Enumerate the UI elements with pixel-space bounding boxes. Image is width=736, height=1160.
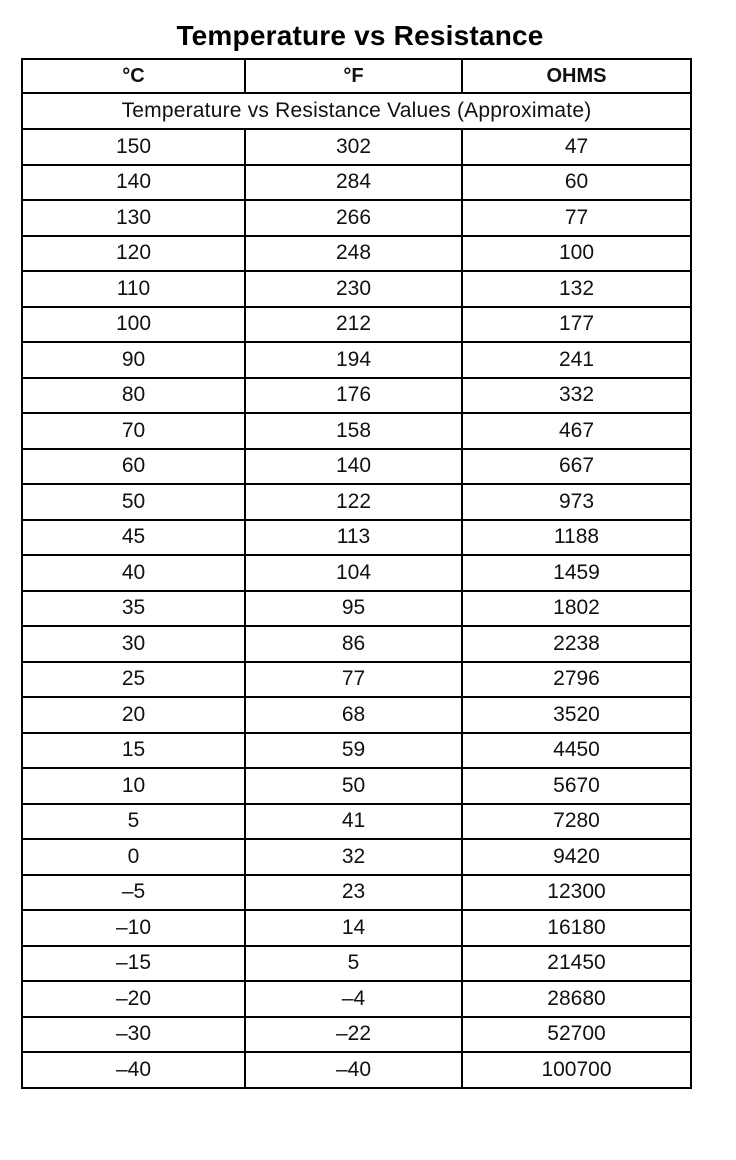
table-row	[22, 946, 691, 982]
table-row	[22, 875, 691, 911]
cell-fahrenheit: 176	[245, 378, 462, 414]
cell-fahrenheit: 95	[245, 591, 462, 627]
cell-ohms: 1459	[462, 555, 691, 591]
cell-celsius: 60	[22, 449, 245, 485]
cell-fahrenheit: 248	[245, 236, 462, 272]
cell-ohms: 16180	[462, 910, 691, 946]
cell-fahrenheit: 104	[245, 555, 462, 591]
cell-fahrenheit: 194	[245, 342, 462, 378]
cell-celsius: 140	[22, 165, 245, 201]
cell-fahrenheit: 14	[245, 910, 462, 946]
page-title: Temperature vs Resistance	[176, 20, 544, 51]
cell-fahrenheit: 212	[245, 307, 462, 343]
cell-ohms: 100	[462, 236, 691, 272]
table-row	[22, 165, 691, 201]
cell-ohms: 12300	[462, 875, 691, 911]
cell-fahrenheit: 68	[245, 697, 462, 733]
cell-fahrenheit: –22	[245, 1017, 462, 1053]
table-row	[22, 697, 691, 733]
table-row	[22, 1052, 691, 1088]
cell-fahrenheit: 59	[245, 733, 462, 769]
cell-ohms: 177	[462, 307, 691, 343]
cell-celsius: 45	[22, 520, 245, 556]
cell-ohms: 47	[462, 129, 691, 165]
table-body	[22, 129, 691, 1088]
cell-celsius: 10	[22, 768, 245, 804]
cell-ohms: 2796	[462, 662, 691, 698]
table-row	[22, 200, 691, 236]
cell-ohms: 467	[462, 413, 691, 449]
cell-ohms: 973	[462, 484, 691, 520]
cell-ohms: 332	[462, 378, 691, 414]
cell-fahrenheit: 50	[245, 768, 462, 804]
cell-ohms: 1802	[462, 591, 691, 627]
cell-fahrenheit: –40	[245, 1052, 462, 1088]
cell-fahrenheit: 302	[245, 129, 462, 165]
column-header-ohms: OHMS	[462, 59, 691, 93]
cell-fahrenheit: 113	[245, 520, 462, 556]
cell-celsius: –10	[22, 910, 245, 946]
cell-ohms: 77	[462, 200, 691, 236]
temperature-resistance-table	[21, 58, 692, 1089]
table-row	[22, 484, 691, 520]
table-row	[22, 271, 691, 307]
cell-ohms: 52700	[462, 1017, 691, 1053]
table-row	[22, 768, 691, 804]
table-row	[22, 1017, 691, 1053]
table-row	[22, 910, 691, 946]
cell-celsius: 100	[22, 307, 245, 343]
cell-fahrenheit: 86	[245, 626, 462, 662]
cell-fahrenheit: 23	[245, 875, 462, 911]
cell-ohms: 4450	[462, 733, 691, 769]
cell-celsius: 40	[22, 555, 245, 591]
header-row	[22, 59, 691, 93]
cell-celsius: 35	[22, 591, 245, 627]
cell-fahrenheit: 266	[245, 200, 462, 236]
table-row	[22, 413, 691, 449]
table-row	[22, 129, 691, 165]
table-subtitle: Temperature vs Resistance Values (Approximate)	[22, 93, 691, 129]
cell-celsius: 15	[22, 733, 245, 769]
table-row	[22, 342, 691, 378]
cell-celsius: 50	[22, 484, 245, 520]
cell-celsius: 80	[22, 378, 245, 414]
cell-fahrenheit: 32	[245, 839, 462, 875]
cell-ohms: 2238	[462, 626, 691, 662]
cell-celsius: 90	[22, 342, 245, 378]
table-row	[22, 981, 691, 1017]
cell-fahrenheit: 41	[245, 804, 462, 840]
cell-celsius: 70	[22, 413, 245, 449]
cell-celsius: –40	[22, 1052, 245, 1088]
table-row	[22, 378, 691, 414]
subtitle-row	[22, 93, 691, 129]
cell-ohms: 241	[462, 342, 691, 378]
cell-ohms: 9420	[462, 839, 691, 875]
table-row	[22, 733, 691, 769]
cell-ohms: 1188	[462, 520, 691, 556]
cell-fahrenheit: 230	[245, 271, 462, 307]
table-row	[22, 520, 691, 556]
table-container	[21, 58, 690, 1089]
cell-ohms: 60	[462, 165, 691, 201]
cell-celsius: –20	[22, 981, 245, 1017]
cell-celsius: 110	[22, 271, 245, 307]
cell-fahrenheit: 77	[245, 662, 462, 698]
cell-ohms: 21450	[462, 946, 691, 982]
table-row	[22, 591, 691, 627]
cell-celsius: 0	[22, 839, 245, 875]
cell-celsius: –15	[22, 946, 245, 982]
cell-ohms: 28680	[462, 981, 691, 1017]
cell-celsius: 30	[22, 626, 245, 662]
cell-celsius: 5	[22, 804, 245, 840]
cell-ohms: 5670	[462, 768, 691, 804]
cell-celsius: 150	[22, 129, 245, 165]
table-row	[22, 662, 691, 698]
cell-ohms: 3520	[462, 697, 691, 733]
cell-fahrenheit: 5	[245, 946, 462, 982]
cell-celsius: 130	[22, 200, 245, 236]
cell-ohms: 100700	[462, 1052, 691, 1088]
cell-celsius: 25	[22, 662, 245, 698]
table-row	[22, 236, 691, 272]
cell-ohms: 132	[462, 271, 691, 307]
cell-fahrenheit: 284	[245, 165, 462, 201]
table-row	[22, 449, 691, 485]
table-row	[22, 626, 691, 662]
table-row	[22, 804, 691, 840]
table-row	[22, 307, 691, 343]
cell-fahrenheit: –4	[245, 981, 462, 1017]
table-row	[22, 839, 691, 875]
column-header-celsius: °C	[22, 59, 245, 93]
cell-celsius: 120	[22, 236, 245, 272]
cell-fahrenheit: 122	[245, 484, 462, 520]
cell-ohms: 7280	[462, 804, 691, 840]
cell-ohms: 667	[462, 449, 691, 485]
cell-fahrenheit: 158	[245, 413, 462, 449]
table-row	[22, 555, 691, 591]
cell-celsius: –5	[22, 875, 245, 911]
column-header-fahrenheit: °F	[245, 59, 462, 93]
cell-celsius: –30	[22, 1017, 245, 1053]
cell-fahrenheit: 140	[245, 449, 462, 485]
cell-celsius: 20	[22, 697, 245, 733]
